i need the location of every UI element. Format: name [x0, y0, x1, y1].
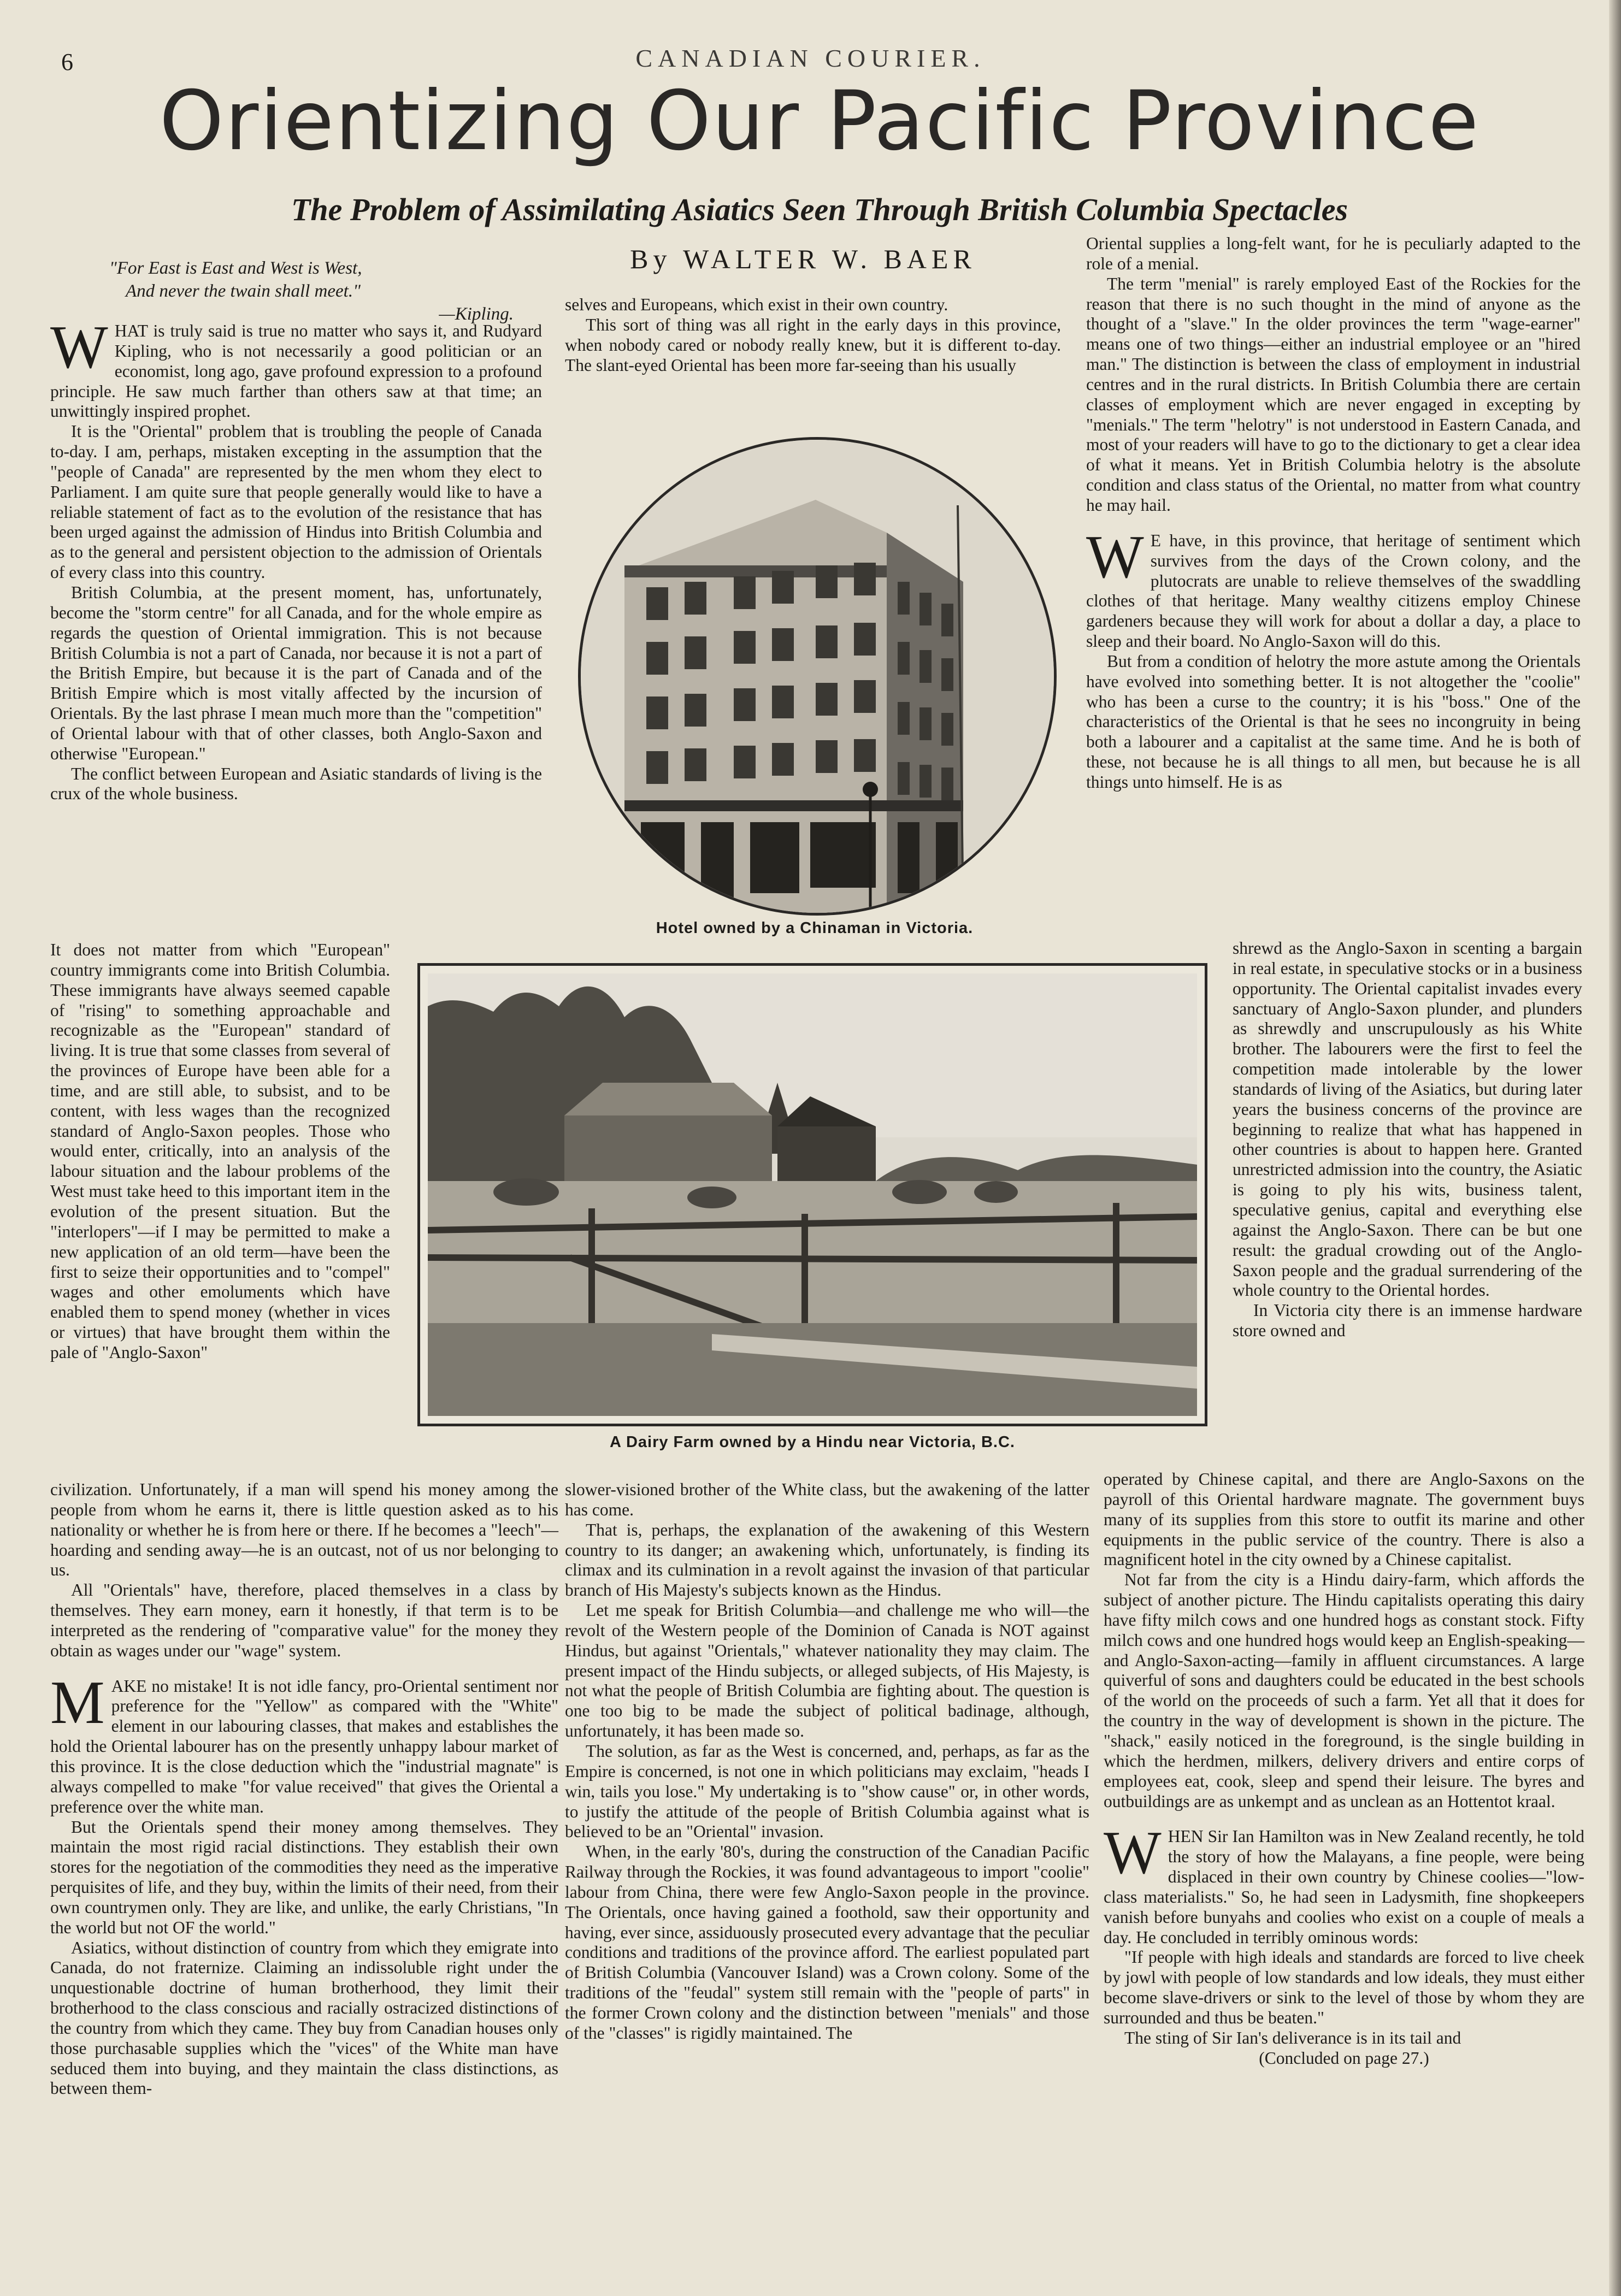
paragraph: But from a condition of helotry the more astute among the Orientals have evolved into something better. It is not altogether the "coolie" who has been a curse to the country; it is his "boss." One of the characteristics of the Oriental is that he sees no incongruity in being both a labourer and a capitalist at the same time. And he is both of these, not because he is all things to all men, but because he is all things unto himself. He is as: [1086, 651, 1581, 792]
column-2-top: [565, 295, 1061, 375]
continuation-note: (Concluded on page 27.): [1259, 2048, 1429, 2068]
epigraph: [109, 257, 524, 326]
paragraph: "If people with high ideals and standards are forced to live cheek by jowl with people of low standards and low ideals, they must either become slave-drivers or sink to the level of those by whom they are surrounded and thus be beaten.": [1104, 1947, 1584, 2027]
paragraph: operated by Chinese capital, and there are Anglo-Saxons on the payroll of this Oriental hardware magnate. The government buys many of its supplies from this store to outfit its marine and other equipments in the public service of the country. There is also a magnificent hotel in the city owned by a Chinese capitalist.: [1104, 1469, 1584, 1569]
paragraph: The sting of Sir Ian's deliverance is in its tail and: [1124, 2028, 1461, 2047]
paragraph: MAKE no mistake! It is not idle fancy, pro-Oriental sentiment nor preference for the "Yellow" as compared with the "White" element in our labouring classes, that makes and establishes the hold the Oriental labourer has on the presently unhappy labour market of this province. It is the close deduction which the "industrial magnate" is always compelled to make "for value received" that gives the Oriental a preference over the white man.: [50, 1668, 558, 1816]
paragraph: WHAT is truly said is true no matter who says it, and Rudyard Kipling, who is not necessarily a good politician or an economist, long ago, gave profound expression to a profound principle. He saw much farther than others saw at that time; an unwittingly inspired prophet.: [50, 314, 542, 421]
column-3-middle: [1233, 939, 1582, 1341]
paragraph: That is, perhaps, the explanation of the awakening of this Western country to its danger; an awakening which, unfortunately, is finding its climax and its culmination in a revolt against the invasion of that particular branch of His Majesty's subjects known as the Hindus.: [565, 1520, 1089, 1600]
paragraph: shrewd as the Anglo-Saxon in scenting a bargain in real estate, in speculative stocks or in a business opportunity. The Oriental capitalist invades every sanctuary of Anglo-Saxon plunder, and plunders as shrewdly and unscrupulously as his White brother. The labourers were the first to feel the competition made intolerable by the lower standards of living of the Asiatics, but during later years the business concerns of the province are beginning to realize that what has happened in other countries is about to happen here. Granted unrestricted admission into the country, the Asiatic is going to ply his wits, business talent, speculative genius, capital and everything else against the Anglo-Saxon. There can be but one result: the gradual crowding out of the Anglo-Saxon people and the gradual surrendering of the whole country to the Oriental hordes.: [1233, 939, 1582, 1300]
epigraph-line-1: "For East is East and West is West,: [109, 258, 362, 278]
page-number: 6: [61, 49, 73, 75]
dairy-photo-caption: A Dairy Farm owned by a Hindu near Victoria, B.C.: [610, 1433, 1015, 1451]
paragraph: This sort of thing was all right in the early days in this province, when nobody cared or nobody really knew, but it is different to-day. The slant-eyed Oriental has been more far-seeing than his usually: [565, 315, 1061, 375]
paragraph: WHEN Sir Ian Hamilton was in New Zealand recently, he told the story of how the Malayans, a fine people, were being displaced in their own country by Chinese coolies—"low-class materialists." So, he had seen in Ladysmith, fine shopkeepers vanish before bunyahs and coolies who exist on a couple of meals a day. He concluded in terribly ominous words:: [1104, 1819, 1584, 1947]
column-1-upper: [50, 314, 542, 804]
paragraph: In Victoria city there is an immense hardware store owned and: [1233, 1301, 1582, 1341]
paragraph: Not far from the city is a Hindu dairy-farm, which affords the subject of another picture. The Hindu capitalists operating this dairy have fifty milch cows and one hundred hogs as constant stock. Fifty milch cows and one hundred hogs would keep an English-speaking—and Anglo-Saxon-acting—family in affluent circumstances. A large quiverful of sons and daughters could be educated in the best schools of the world on the proceeds of such a farm. Yet all that it does for the country in the way of development is shown in the picture. The "shack," easily noticed in the foreground, is the single building in which the herdmen, milkers, delivery drivers and entire corps of employees eat, cook, sleep and spend their leisure. The byres and outbuildings are as unkempt and as unclean as an Hottentot kraal.: [1104, 1570, 1584, 1811]
dairy-photo-frame: [417, 963, 1207, 1426]
hotel-photo-caption: Hotel owned by a Chinaman in Victoria.: [656, 919, 974, 937]
paragraph: Asiatics, without distinction of country from which they emigrate into Canada, do not fraternize. Claiming an indissoluble right under the unquestionable doctrine of human brotherhood, they limit their brotherhood to the class conscious and racially ostracized distinctions of the country from which they came. They buy from Canadian houses only those purchasable supplies which the "vices" of the White man have seduced them into buying, and they maintain the class distinctions, as between them-: [50, 1938, 558, 2098]
hotel-photo: [578, 437, 1057, 916]
paragraph: slower-visioned brother of the White class, but the awakening of the latter has come.: [565, 1480, 1089, 1519]
page-edge: [1609, 0, 1621, 2296]
paragraph: British Columbia, at the present moment, has, unfortunately, become the "storm centre" for all Canada, and for the whole empire as regards the question of Oriental immigration. This is not because British Columbia is not a part of Canada, nor because it is not a part of the British Empire, but because it is the part of Canada and of the British Empire which is most vitally affected by the incursion of Orientals. By the last phrase I mean much more than the "competition" of Oriental labour with that of other classes, both Anglo-Saxon and otherwise "European.": [50, 582, 542, 763]
paragraph: selves and Europeans, which exist in their own country.: [565, 295, 948, 314]
paragraph: W E have, in this province, that heritage of sentiment which survives from the days of the Crown colony, and the plutocrats are unable to relieve themselves of the swaddling clothes of that heritage. Many wealthy citizens employ Chinese gardeners because they will work for about a dollar a day, a place to sleep and their board. No Anglo-Saxon will do this.: [1086, 523, 1581, 651]
drop-cap: W: [1086, 523, 1144, 591]
paragraph: But the Orientals spend their money among themselves. They maintain the most rigid racial distinctions. They establish their own stores for the negotiation of the commodities they need as the imperative perquisites of life, and they buy, within the limits of their need, from their own countrymen only. They are like, and unlike, the early Christians, "In the world but not OF the world.": [50, 1817, 558, 1937]
paragraph: civilization. Unfortunately, if a man will spend his money among the people from whom he earns it, there is little question asked as to his nationality or whether he is from here or there. If he becomes a "leech"—hoarding and sending away—he is an outcast, not of us nor belonging to us.: [50, 1480, 558, 1580]
column-1-middle: [50, 940, 390, 1363]
paragraph: All "Orientals" have, therefore, placed themselves in a class by themselves. They earn money, earn it honestly, if that term is to be interpreted as the rendering of "comparative value" for the money they obtain as wages under our "wage" system.: [50, 1580, 558, 1660]
byline: By WALTER W. BAER: [630, 244, 976, 274]
column-2-bottom: [565, 1480, 1089, 2044]
paragraph: It does not matter from which "European" country immigrants come into British Columbia. These immigrants have always seemed capable of "rising" to something approachable and recognizable as the "European" standard of living. It is true that some classes from several of the provinces of Europe have been able for a time, and are still able, to subsist, and to be content, with less wages than the recognized standard of Anglo-Saxon peoples. Those who would enter, critically, into an analysis of the labour situation and the labour problems of the West must take heed to this important item in the evolution of the present situation. But the "interlopers"—if I may be permitted to make a new application of an old term—have been the first to seize their opportunities and to "compel" wages and other emoluments which have enabled them to spend money (whether in vices or virtues) that have brought them within the pale of "Anglo-Saxon": [50, 940, 390, 1362]
column-3-lower: [1104, 1469, 1584, 2068]
epigraph-line-2: And never the twain shall meet.": [126, 281, 361, 302]
running-head: CANADIAN COURIER.: [635, 44, 986, 72]
paragraph: Oriental supplies a long-felt want, for he is peculiarly adapted to the role of a menial.: [1086, 234, 1581, 273]
paragraph: When, in the early '80's, during the construction of the Canadian Pacific Railway through the Rockies, it was found advantageous to import "coolie" labour from China, there were few Anglo-Saxon people in the province. The Orientals, once having gained a foothold, saw their opportunity and having, ever since, assiduously prosecuted every advantage that the peculiar conditions and traditions of the province afford. The earliest populated part of British Columbia (Vancouver Island) was a Crown colony. Some of the traditions of the "feudal" system still remain with the "people of parts" in the former Crown colony and the distinction between "menials" and those of the "classes" is rigidly maintained. The: [565, 1842, 1089, 2043]
paragraph: Let me speak for British Columbia—and challenge me who will—the revolt of the Western people of the Dominion of Canada is NOT against Hindus, but against "Orientals," whatever nationality they may claim. The present impact of the Hindu subjects, or alleged subjects, of His Majesty, is not what the people of British Columbia are fighting about. The question is one too big to be made the subject of political badinage, although, unfortunately, it has been made so.: [565, 1601, 1089, 1741]
column-3-upper: [1086, 234, 1581, 793]
paragraph: The solution, as far as the West is concerned, and, perhaps, as far as the Empire is concerned, is not one in which politicians may exclaim, "heads I win, tails you lose." My undertaking is to "show cause" or, in other words, to justify the attitude of the people of British Columbia against what is believed to be an "Oriental" invasion.: [565, 1741, 1089, 1841]
column-1-lower: [50, 1480, 558, 2099]
epigraph-attribution: —Kipling.: [439, 304, 514, 324]
dairy-photo: [428, 973, 1197, 1416]
paragraph: The conflict between European and Asiatic standards of living is the crux of the whole business.: [50, 764, 542, 804]
drop-cap: W: [1104, 1819, 1162, 1887]
paragraph: It is the "Oriental" problem that is troubling the people of Canada to-day. I am, perhaps, mistaken excepting in the assumption that the "people of Canada" are represented by the men whom they elect to Parliament. I am quite sure that people generally would like to have a reliable statement of fact as to the evolution of the resistance that has been urged against the admission of Hindus into British Columbia and as to the general and persistent objection to the admission of Orientals of every class into this country.: [50, 422, 542, 582]
paragraph: The term "menial" is rarely employed East of the Rockies for the reason that there is no such thought in the mind of anyone as the thought of a "slave." In the older provinces the term "wage-earner" means one of two things—either an industrial employee or an "hired man." The distinction is between the class of employment in industrial centres and in the rural districts. In British Columbia there are certain classes of employment which are never engaged in excepting by "menials." The term "helotry" is not understood in Eastern Canada, and most of your readers will have to go to the dictionary to get a clear idea of what it means. Yet in British Columbia helotry is the absolute condition and class status of the Oriental, no matter from what country he may hail.: [1086, 274, 1581, 515]
drop-cap: M: [50, 1668, 105, 1737]
drop-cap: W: [50, 314, 108, 381]
article-title: Orientizing Our Pacific Province: [159, 74, 1480, 169]
article-subtitle: The Problem of Assimilating Asiatics Seen Through British Columbia Spectacles: [291, 192, 1348, 227]
